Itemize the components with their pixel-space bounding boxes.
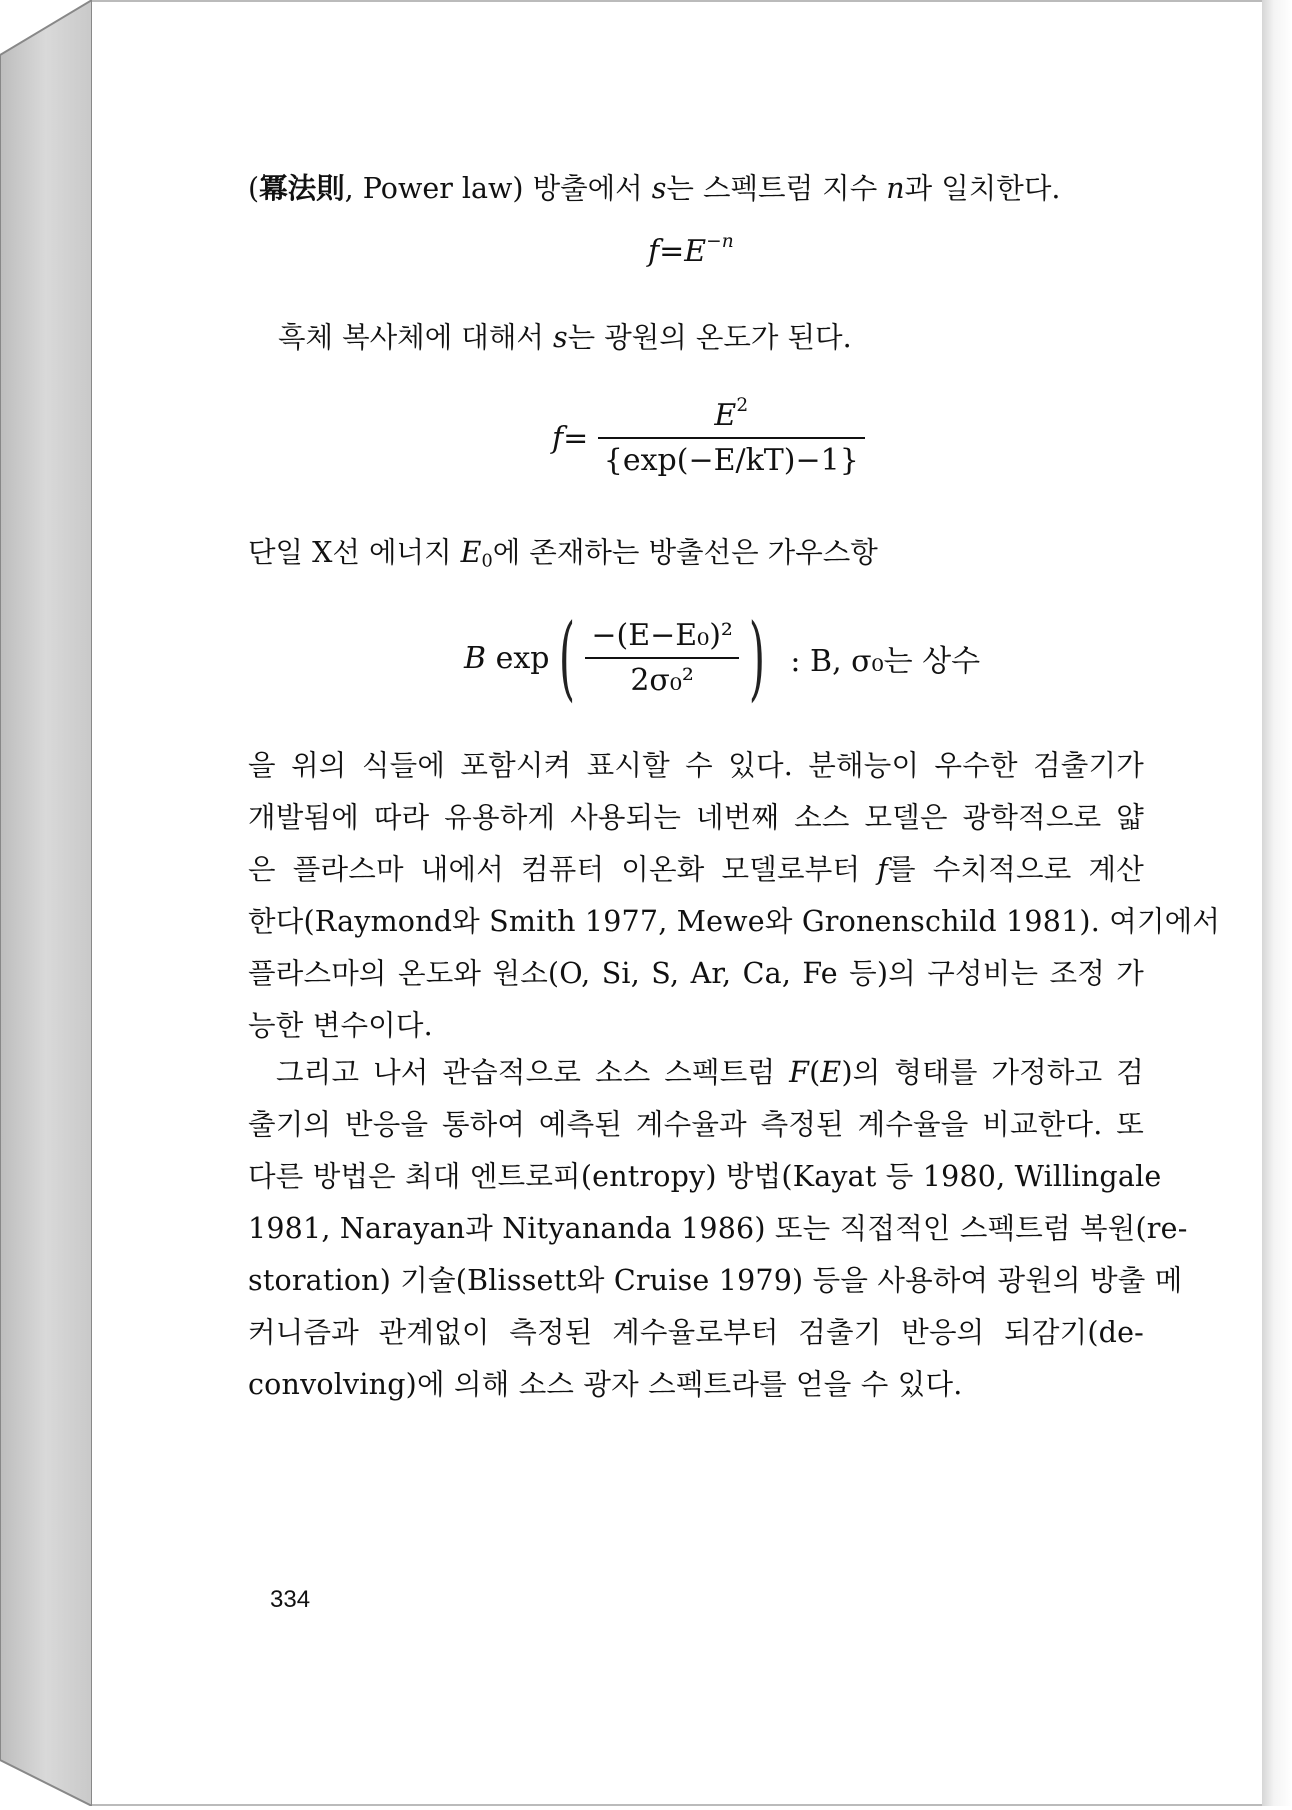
- text-line-3: 단일 X선 에너지 $E_0$에 존재하는 방출선은 가우스항: [248, 536, 878, 572]
- blackbody-fraction: $\frac{E^2}{\{\exp(-E/kT)-1\}}$: [598, 398, 865, 478]
- equation-gaussian: B exp ( $\frac{\text{−(E−E₀)²}}{\text{2σ₀²}}$ ) : B, σ₀는 상수: [464, 604, 981, 711]
- text-line-16: convolving)에 의해 소스 광자 스펙트라를 얻을 수 있다.: [248, 1368, 963, 1401]
- gaussian-fraction: $\frac{\text{−(E−E₀)²}}{\text{2σ₀²}}$: [585, 618, 739, 698]
- text-line-11: 출기의 반응을 통하여 예측된 계수율과 측정된 계수율을 비교한다. 또: [248, 1108, 1144, 1141]
- text-line-1: (冪法則, Power law) 방출에서 s는 스펙트럼 지수 n과 일치한다.: [248, 171, 1061, 205]
- text-line-9: 능한 변수이다.: [248, 1009, 433, 1042]
- text-line-12: 다른 방법은 최대 엔트로피(entropy) 방법(Kayat 등 1980, Willingale: [248, 1160, 1162, 1193]
- text-line-2: 흑체 복사체에 대해서 s는 광원의 온도가 된다.: [278, 321, 852, 354]
- text-line-14: storation) 기술(Blissett와 Cruise 1979) 등을 사용하여 광원의 방출 메: [248, 1264, 1183, 1297]
- text-line-15: 커니즘과 관계없이 측정된 계수율로부터 검출기 반응의 되감기(de-: [248, 1316, 1144, 1349]
- text-line-13: 1981, Narayan과 Nityananda 1986) 또는 직접적인 스펙트럼 복원(re-: [248, 1212, 1188, 1245]
- page-number: 334: [270, 1586, 311, 1613]
- page-edge-shadow: [1262, 0, 1292, 1806]
- text-line-6: 은 플라스마 내에서 컴퓨터 이온화 모델로부터 f를 수치적으로 계산: [248, 853, 1144, 886]
- book-spine: [0, 0, 92, 1806]
- equation-blackbody: f= $\frac{E^2}{\{\exp(-E/kT)-1\}}$: [552, 398, 865, 478]
- text-line-5: 개발됨에 따라 유용하게 사용되는 네번째 소스 모델은 광학적으로 얇: [248, 801, 1144, 834]
- text-line-4: 을 위의 식들에 포함시켜 표시할 수 있다. 분해능이 우수한 검출기가: [248, 749, 1144, 782]
- text-line-7: 한다(Raymond와 Smith 1977, Mewe와 Gronenschild 1981). 여기에서: [248, 905, 1221, 938]
- text-line-8: 플라스마의 온도와 원소(O, Si, S, Ar, Ca, Fe 등)의 구성비는 조정 가: [248, 957, 1144, 990]
- text-line-10: 그리고 나서 관습적으로 소스 스펙트럼 F(E)의 형태를 가정하고 검: [276, 1056, 1144, 1089]
- equation-power-law: $f=E^{-n}$: [648, 231, 734, 269]
